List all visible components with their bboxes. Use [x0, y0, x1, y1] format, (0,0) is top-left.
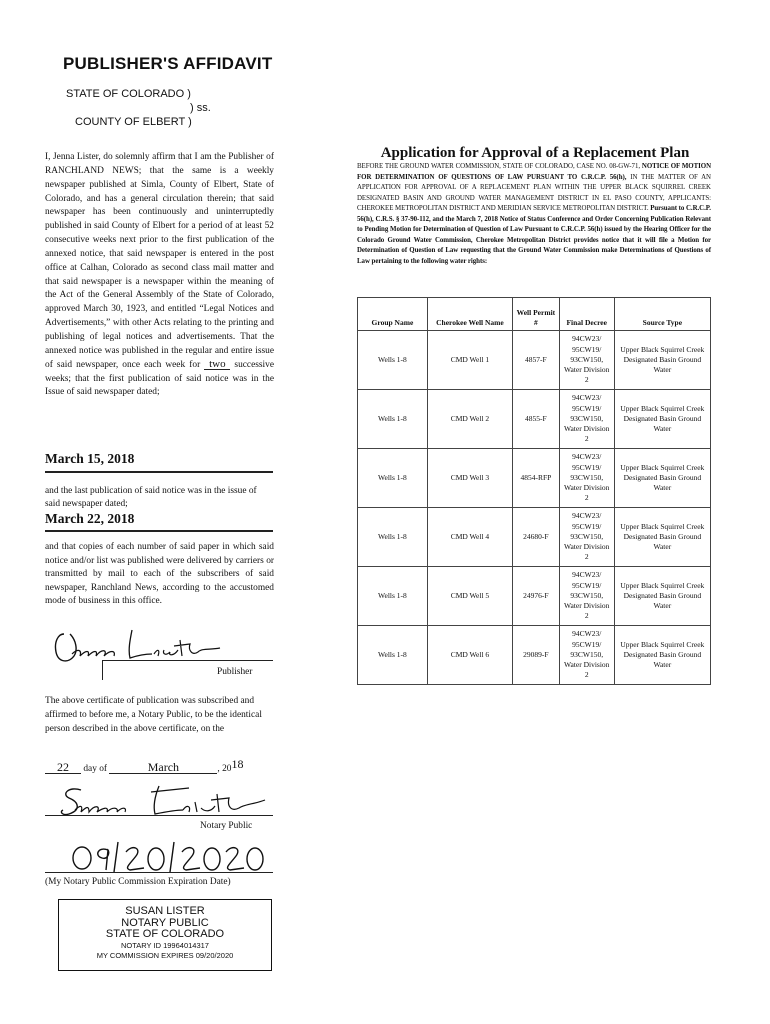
- notice-body-intro: BEFORE THE GROUND WATER COMMISSION, STATE OF COLORADO, CASE NO. 08-GW-71,: [357, 163, 641, 170]
- group-name-cell: Wells 1-8: [358, 390, 428, 449]
- source-type-cell: Upper Black Squirrel Creek Designated Basin Ground Water: [614, 331, 710, 390]
- state-line: STATE OF COLORADO ): [66, 88, 191, 100]
- divider: [45, 530, 273, 532]
- permit-cell: 4854-RFP: [513, 449, 560, 508]
- stamp-expiration: MY COMMISSION EXPIRES 09/20/2020: [96, 950, 234, 960]
- source-type-cell: Upper Black Squirrel Creek Designated Basin Ground Water: [614, 449, 710, 508]
- table-header-row: [358, 298, 711, 331]
- publisher-label: Publisher: [217, 667, 253, 677]
- last-publication-text: and the last publication of said notice was in the issue of said newspaper dated;: [45, 486, 257, 509]
- well-name-cell: CMD Well 1: [427, 331, 512, 390]
- table-row: [358, 331, 711, 390]
- column-header: Source Type: [614, 298, 710, 331]
- decree-cell: 94CW23/ 95CW19/ 93CW150, Water Division 2: [559, 390, 614, 449]
- permit-cell: 24680-F: [513, 508, 560, 567]
- group-name-cell: Wells 1-8: [358, 626, 428, 685]
- well-name-cell: CMD Well 2: [427, 390, 512, 449]
- expiration-label: (My Notary Public Commission Expiration Date): [45, 877, 231, 887]
- copies-paragraph: and that copies of each number of said paper in which said notice and/or list was published were delivered by carriers or transmitted by mail to each of the subscribers of said newspaper, Ranchland News, according to the accustomed mode of business in this office.: [45, 542, 274, 606]
- stamp-state: STATE OF COLORADO: [105, 928, 225, 940]
- water-rights-table: [357, 297, 711, 685]
- divider: [45, 471, 273, 473]
- permit-cell: 4855-F: [513, 390, 560, 449]
- well-name-cell: CMD Well 4: [427, 508, 512, 567]
- table-row: [358, 508, 711, 567]
- day-value: 22: [45, 762, 81, 774]
- notice-body-motion: NOTICE OF MOTION FOR DETERMINATION OF QUESTIONS OF LAW PURSUANT TO C.R.C.P. 56(h),: [357, 163, 711, 181]
- notary-stamp: [58, 899, 272, 971]
- column-header: Well Permit #: [513, 298, 560, 331]
- notary-public-label: Notary Public: [200, 821, 253, 831]
- permit-cell: 24976-F: [513, 567, 560, 626]
- well-name-cell: CMD Well 3: [427, 449, 512, 508]
- group-name-cell: Wells 1-8: [358, 449, 428, 508]
- permit-cell: 4857-F: [513, 331, 560, 390]
- affirmation-paragraph: [45, 151, 274, 400]
- decree-cell: 94CW23/ 95CW19/ 93CW150, Water Division 2: [559, 508, 614, 567]
- day-of-label: day of: [83, 764, 108, 774]
- affirmation-text-end: successive weeks; that the first publication of said notice was in the Issue of said newspaper dated;: [45, 359, 274, 398]
- well-name-cell: CMD Well 5: [427, 567, 512, 626]
- signature-line: [103, 660, 273, 661]
- notice-body-pursuant: Pursuant to C.R.C.P. 56(h), C.R.S. § 37-90-112, and the March 7, 2018 Notice of Status Conference and Order Concerning Publication Relevant to Pending Motion for Determination of Question of Law Pursuant to C.R.C.P. 56(h) issued by the Hearing Officer for the Colorado Ground Water Commission, Cherokee Metropolitan District provides notice that it will file a Motion for Determination of Question of Law requesting that the Ground Water Commission make Determinations of Questions of Law pertaining to the following water rights:: [357, 205, 711, 265]
- column-header: Final Decree: [559, 298, 614, 331]
- year-prefix: , 20: [217, 764, 232, 774]
- notice-body: [357, 162, 711, 267]
- source-type-cell: Upper Black Squirrel Creek Designated Basin Ground Water: [614, 508, 710, 567]
- table-row: [358, 390, 711, 449]
- column-header: Group Name: [358, 298, 428, 331]
- decree-cell: 94CW23/ 95CW19/ 93CW150, Water Division 2: [559, 449, 614, 508]
- well-name-cell: CMD Well 6: [427, 626, 512, 685]
- group-name-cell: Wells 1-8: [358, 567, 428, 626]
- notice-title: Application for Approval of a Replacement Plan: [380, 145, 690, 161]
- decree-cell: 94CW23/ 95CW19/ 93CW150, Water Division 2: [559, 331, 614, 390]
- affidavit-title: PUBLISHER'S AFFIDAVIT: [63, 54, 273, 73]
- month-value: March: [109, 762, 217, 774]
- ss-line: ) ss.: [190, 102, 211, 114]
- table-row: [358, 567, 711, 626]
- notary-signature: [55, 780, 270, 820]
- last-publication-date: March 22, 2018: [45, 511, 135, 526]
- group-name-cell: Wells 1-8: [358, 331, 428, 390]
- expiration-date-handwritten: [70, 834, 265, 874]
- signature-line-tick: [102, 660, 103, 680]
- decree-cell: 94CW23/ 95CW19/ 93CW150, Water Division 2: [559, 626, 614, 685]
- stamp-notary-id: NOTARY ID 19964014317: [121, 940, 209, 950]
- stamp-title: NOTARY PUBLIC: [121, 916, 209, 929]
- affirmation-text-start: I, Jenna Lister, do solemnly affirm that I am the Publisher of RANCHLAND NEWS; that the same is a weekly newspaper published at Simla, County of Elbert, State of Colorado, and has a general circulation therein; that said newspaper has been continuously and uninterruptedly published in said County of Elbert for a period of at least 52 consecutive weeks next prior to the first publication of the annexed notice, that said newspaper is entered in the post office at Calhan, Colorado as second class mail matter and that said newspaper is a newspaper within the meaning of the Act of the General Assembly of the State of Colorado, approved March 30, 1923, and entitled “Legal Notices and Advertisements,” with other Acts relating to the printing and publishing of legal notices and advertisements. That the annexed notice was published in the regular and entire issue of said newspaper, once each week for: [45, 152, 274, 370]
- column-header: Cherokee Well Name: [427, 298, 512, 331]
- source-type-cell: Upper Black Squirrel Creek Designated Basin Ground Water: [614, 567, 710, 626]
- source-type-cell: Upper Black Squirrel Creek Designated Basin Ground Water: [614, 626, 710, 685]
- table-row: [358, 449, 711, 508]
- expiration-line: [45, 872, 273, 873]
- certificate-paragraph: The above certificate of publication was subscribed and affirmed to before me, a Notary Public, to be the identical person described in the above certificate, on the: [45, 696, 262, 734]
- notice-body-matter: IN THE MATTER OF AN APPLICATION FOR APPROVAL OF A REPLACEMENT PLAN WITHIN THE UPPER BLACK SQUIRREL CREEK DESIGNATED BASIN AND GROUND WATER MANAGEMENT DISTRICT IN EL PASO COUNTY, APPLICANTS: CHEROKEE METROPOLITAN DISTRICT AND MERIDIAN SERVICE METROPOLITAN DISTRICT.: [357, 173, 711, 212]
- notarization-date-row: [45, 757, 244, 775]
- county-line: COUNTY OF ELBERT ): [75, 116, 192, 128]
- permit-cell: 29089-F: [513, 626, 560, 685]
- decree-cell: 94CW23/ 95CW19/ 93CW150, Water Division 2: [559, 567, 614, 626]
- weeks-count: two: [204, 359, 230, 370]
- group-name-cell: Wells 1-8: [358, 508, 428, 567]
- first-publication-date: March 15, 2018: [45, 451, 135, 466]
- source-type-cell: Upper Black Squirrel Creek Designated Basin Ground Water: [614, 390, 710, 449]
- table-row: [358, 626, 711, 685]
- year-value: 18: [231, 757, 244, 771]
- signature-line: [45, 815, 273, 816]
- stamp-name: SUSAN LISTER: [125, 905, 205, 917]
